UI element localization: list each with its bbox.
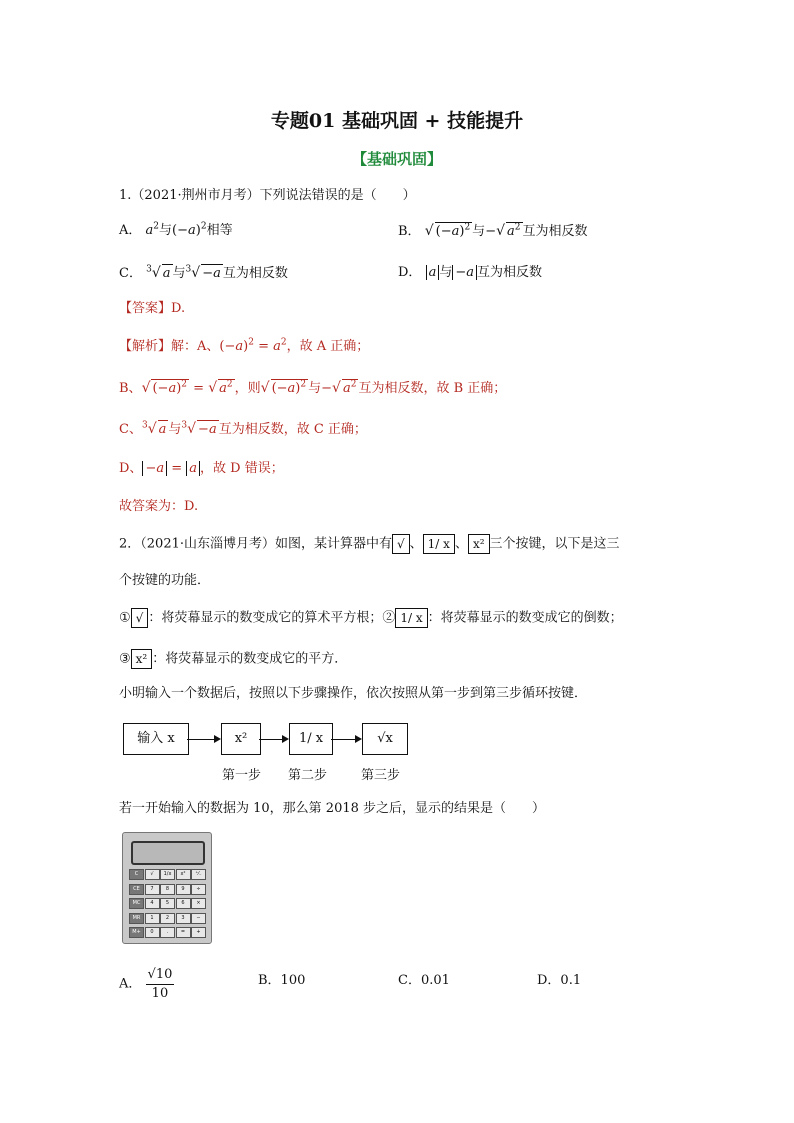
calculator-key: .	[160, 927, 175, 938]
function-text: ：将荧幕显示的数变成它的倒数；	[427, 610, 623, 626]
flow-step2-label: 第二步	[288, 768, 328, 783]
analysis-text: D、	[119, 461, 143, 476]
calculator-key: 9	[176, 884, 191, 895]
function-text: ：将荧幕显示的数变成它的平方．	[152, 651, 348, 667]
q1-option-a: A． $a^2$与$(-a)^2$相等	[119, 221, 233, 238]
q1-analysis-c: C、$^3$√ a 与$^3$√ −a 互为相反数，故 C 正确；	[119, 420, 367, 437]
analysis-text: 互为相反数，故 C 正确；	[218, 422, 367, 437]
flow-step3-label: 第三步	[361, 768, 401, 783]
q1-analysis-b: B、√ $(-a)^2$ = √ $a^2$ ，则√ $(-a)^2$ 与−√ $a^2$ 互为相反数，故 B 正确；	[119, 379, 507, 396]
q2-stem-line1	[119, 534, 620, 554]
stem-text: 、	[454, 536, 468, 552]
calculator-key: ×	[191, 898, 206, 909]
analysis-text: ，则	[234, 381, 261, 396]
calculator-key: M+	[129, 927, 144, 938]
stem-text: 、	[409, 536, 423, 552]
calculator-key: 3	[176, 913, 191, 924]
calculator-key: CE	[129, 884, 144, 895]
option-text: 相等	[206, 223, 233, 238]
analysis-label: 【解析】	[119, 339, 172, 354]
q1-option-b: B． √ $(-a)^2$ 与−√ $a^2$ 互为相反数	[398, 222, 588, 239]
analysis-text: 与	[308, 381, 322, 396]
option-text: 与	[439, 265, 453, 280]
calculator-key: 2	[160, 913, 175, 924]
calculator-key: 4	[145, 898, 160, 909]
q2-question: 若一开始输入的数据为 10，那么第 2018 步之后，显示的结果是（ ）	[119, 801, 546, 816]
option-text: 互为相反数	[222, 266, 288, 281]
analysis-text: C、	[119, 422, 142, 437]
q1-analysis-a: 【解析】解：A、$(-a)^2 = a^2$，故 A 正确；	[119, 337, 370, 354]
q1-option-d: D． a 与 −a 互为相反数	[398, 265, 543, 280]
q2-functions-line2	[119, 649, 347, 669]
option-text: 与	[472, 224, 486, 239]
option-label: A．	[119, 976, 142, 992]
q1-analysis-d: D、 −a = a ，故 D 错误；	[119, 461, 284, 476]
calculator-key: C	[129, 869, 144, 880]
stem-text: 2．（2021·山东淄博月考）如图，某计算器中有	[119, 536, 392, 552]
calculator-key: 1	[145, 913, 160, 924]
section-heading: 【基础巩固】	[351, 150, 442, 168]
calculator-image	[122, 832, 212, 944]
answer-value: D.	[171, 301, 186, 316]
calculator-key: 6	[176, 898, 191, 909]
flow-step2-box: 1/ x	[289, 723, 333, 755]
calculator-key: x²	[176, 869, 191, 880]
flow-arrow	[187, 739, 214, 740]
calculator-key: 7	[145, 884, 160, 895]
option-label: C．	[119, 266, 142, 281]
analysis-text: B、	[119, 381, 142, 396]
square-key: x²	[468, 534, 490, 554]
function-number: ①	[119, 610, 131, 626]
stem-text: 三个按键，以下是这三	[489, 536, 620, 552]
q1-conclusion: 故答案为：D.	[119, 499, 199, 514]
flow-input-box: 输入 x	[123, 723, 189, 755]
flow-arrow	[259, 739, 282, 740]
option-label: A．	[119, 223, 142, 238]
sqrt-key: √	[131, 608, 149, 628]
calculator-key: +	[191, 927, 206, 938]
function-text: ：将荧幕显示的数变成它的算术平方根；②	[148, 610, 396, 626]
q2-functions-line1	[119, 608, 623, 628]
fraction	[146, 966, 175, 1003]
reciprocal-key: 1/ x	[423, 534, 455, 554]
calculator-key: ⁺⁄₋	[191, 869, 206, 880]
option-text: 互为相反数	[477, 265, 543, 280]
option-text: 互为相反数	[522, 224, 588, 239]
option-text: 与	[172, 266, 186, 281]
calculator-key: 0	[145, 927, 160, 938]
q1-option-c: C． $^3$√ a 与$^3$√ −a 互为相反数	[119, 264, 288, 281]
flow-arrow-head	[214, 735, 221, 743]
q1-stem: 1.（2021·荆州市月考）下列说法错误的是（ ）	[119, 188, 416, 203]
calculator-key: MR	[129, 913, 144, 924]
calculator-key: MC	[129, 898, 144, 909]
analysis-text: ，故 A 正确；	[286, 339, 370, 354]
option-text: 与	[159, 223, 173, 238]
q2-stem-line2: 个按键的功能．	[119, 573, 211, 588]
flow-step3-box: √x	[362, 723, 408, 755]
calculator-key: √	[145, 869, 160, 880]
sqrt-key: √	[392, 534, 410, 554]
analysis-text: 与	[168, 422, 182, 437]
q2-option-d: D．0.1	[537, 973, 582, 988]
q2-option-c: C．0.01	[398, 973, 450, 988]
analysis-text: 解：A、	[171, 339, 220, 354]
square-key: x²	[131, 649, 153, 669]
calculator-key: 1/x	[160, 869, 175, 880]
analysis-text: ，故 D 错误；	[200, 461, 284, 476]
reciprocal-key: 1/ x	[395, 608, 427, 628]
flow-step1-box: x²	[221, 723, 261, 755]
q2-procedure: 小明输入一个数据后，按照以下步骤操作，依次按照从第一步到第三步循环按键．	[119, 686, 588, 701]
flow-arrow	[331, 739, 355, 740]
flow-arrow-head	[282, 735, 289, 743]
fraction-numerator: √10	[146, 966, 175, 985]
function-number: ③	[119, 651, 131, 667]
option-label: B．	[398, 224, 421, 239]
q2-option-a	[119, 966, 174, 1003]
calculator-screen	[131, 841, 205, 865]
calculator-key: ÷	[191, 884, 206, 895]
option-label: D．	[398, 265, 422, 280]
flow-step1-label: 第一步	[222, 768, 262, 783]
calculator-key: 8	[160, 884, 175, 895]
q1-answer	[119, 300, 185, 318]
flow-arrow-head	[355, 735, 362, 743]
q2-option-b: B．100	[258, 973, 306, 988]
analysis-text: 互为相反数，故 B 正确；	[358, 381, 507, 396]
calculator-key: 5	[160, 898, 175, 909]
calculator-key: −	[191, 913, 206, 924]
calculator-key: =	[176, 927, 191, 938]
fraction-denominator: 10	[151, 986, 169, 1001]
page-title: 专题01 基础巩固 + 技能提升	[270, 110, 524, 132]
answer-label: 【答案】	[119, 301, 172, 316]
